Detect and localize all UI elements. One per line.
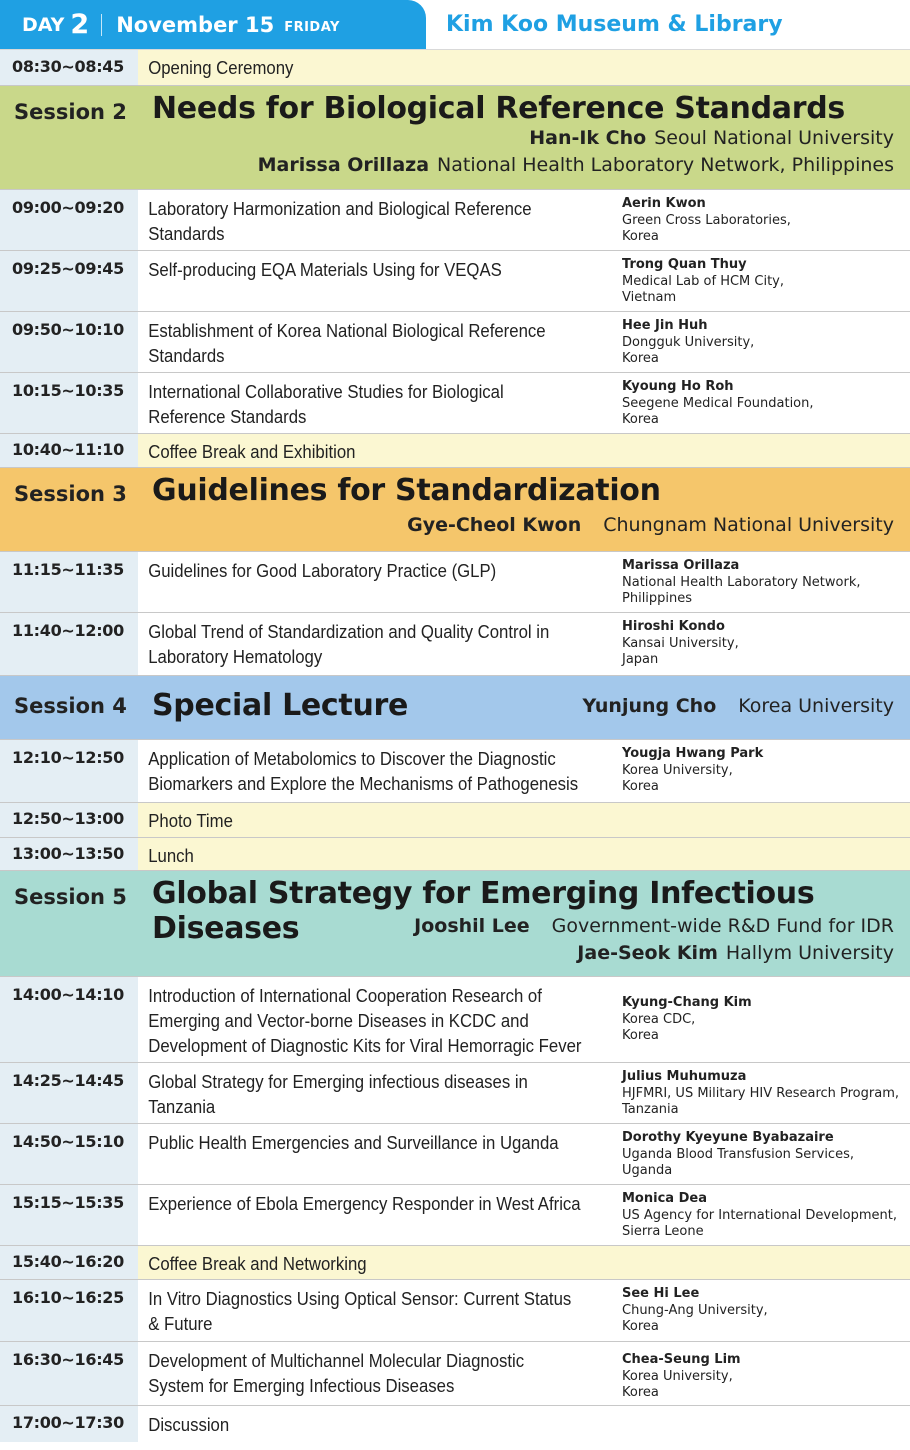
time-slot: 14:25~14:45	[0, 1063, 138, 1123]
speaker	[616, 312, 910, 372]
time-slot: 09:00~09:20	[0, 190, 138, 250]
day-number: 2	[70, 9, 90, 40]
time-slot: 14:50~15:10	[0, 1124, 138, 1184]
speaker	[616, 552, 910, 612]
session-4-header	[0, 676, 910, 740]
schedule-row-break	[0, 838, 910, 871]
time-slot: 15:15~15:35	[0, 1185, 138, 1245]
time-slot: 12:10~12:50	[0, 740, 138, 802]
talk-row	[0, 552, 910, 613]
time-slot: 16:30~16:45	[0, 1342, 138, 1405]
session-chairs	[258, 127, 894, 181]
session-title: Needs for Biological Reference Standards	[152, 91, 845, 126]
speaker	[616, 1280, 910, 1341]
break-title: Lunch	[148, 846, 194, 866]
divider	[101, 14, 102, 36]
speaker	[616, 1063, 910, 1123]
session-title: Guidelines for Standardization	[152, 473, 661, 508]
speaker-affiliation: Green Cross Laboratories, Korea	[622, 212, 791, 244]
schedule-row-break	[0, 1246, 910, 1280]
day-header	[0, 0, 910, 50]
date: November 15	[116, 12, 275, 37]
time-slot: 17:00~17:30	[0, 1406, 138, 1442]
speaker-affiliation: Dongguk University, Korea	[622, 334, 755, 366]
session-chairs	[407, 514, 894, 541]
session-chairs	[414, 915, 894, 969]
talk-row	[0, 251, 910, 312]
speaker-affiliation: HJFMRI, US Military HIV Research Program, Tanzania	[622, 1085, 899, 1117]
talk-title: Global Strategy for Emerging infectious diseases in Tanzania	[148, 1072, 528, 1117]
schedule-row-opening	[0, 50, 910, 86]
time-slot: 09:50~10:10	[0, 312, 138, 372]
speaker-affiliation: Chung-Ang University, Korea	[622, 1302, 768, 1334]
session-title: Special Lecture	[152, 688, 409, 723]
weekday: FRIDAY	[284, 19, 340, 35]
speaker-name: Kyoung Ho Roh	[622, 379, 734, 394]
time-slot: 11:15~11:35	[0, 552, 138, 612]
session-3-header	[0, 468, 910, 552]
talk-row	[0, 613, 910, 676]
speaker-name: Aerin Kwon	[622, 196, 706, 211]
day-tab	[0, 0, 426, 49]
chair: Yunjung Cho Korea University	[582, 695, 894, 717]
schedule-row-discussion	[0, 1406, 910, 1442]
day-label: DAY	[22, 13, 65, 36]
talk-title: Laboratory Harmonization and Biological Reference Standards	[148, 199, 532, 244]
talk-title: Public Health Emergencies and Surveillance in Uganda	[148, 1133, 559, 1153]
speaker	[616, 1342, 910, 1405]
speaker-name: Hee Jin Huh	[622, 318, 708, 333]
session-label: Session 2	[14, 100, 127, 124]
talk-row	[0, 1280, 910, 1342]
speaker	[616, 1185, 910, 1245]
speaker-affiliation: Korea University, Korea	[622, 762, 733, 794]
speaker-affiliation: National Health Laboratory Network, Philippines	[622, 574, 861, 606]
speaker-name: Trong Quan Thuy	[622, 257, 747, 272]
venue: Kim Koo Museum & Library	[446, 12, 783, 37]
talk-title: In Vitro Diagnostics Using Optical Sensor: Current Status & Future	[148, 1289, 572, 1334]
talk-row	[0, 190, 910, 251]
speaker-name: Dorothy Kyeyune Byabazaire	[622, 1130, 834, 1145]
speaker	[616, 613, 910, 675]
break-title: Coffee Break and Networking	[148, 1254, 367, 1274]
speaker-affiliation: Seegene Medical Foundation, Korea	[622, 395, 814, 427]
session-label: Session 5	[14, 885, 127, 909]
session-title: Global Strategy for Emerging Infectious Diseases	[152, 876, 815, 946]
speaker-affiliation: Uganda Blood Transfusion Services, Uganda	[622, 1146, 854, 1178]
talk-row	[0, 373, 910, 434]
time-slot: 11:40~12:00	[0, 613, 138, 675]
talk-title: International Collaborative Studies for Biological Reference Standards	[148, 382, 504, 427]
talk-title: Introduction of International Cooperation Research of Emerging and Vector-borne Diseases in KCDC and Development of Diagnostic Kits for Viral Hemorragic Fever	[148, 986, 582, 1056]
chair: Gye-Cheol Kwon Chungnam National University	[407, 514, 894, 536]
talk-row	[0, 740, 910, 803]
break-title: Coffee Break and Exhibition	[148, 442, 356, 462]
time-slot: 10:15~10:35	[0, 373, 138, 433]
chair: Marissa Orillaza National Health Laboratory Network, Philippines	[257, 154, 894, 176]
speaker-name: Kyung-Chang Kim	[622, 995, 752, 1010]
speaker	[616, 190, 910, 250]
speaker-name: Julius Muhumuza	[622, 1069, 747, 1084]
talk-title: Global Trend of Standardization and Quality Control in Laboratory Hematology	[148, 622, 550, 667]
time-slot: 15:40~16:20	[0, 1246, 138, 1279]
talk-title: Development of Multichannel Molecular Diagnostic System for Emerging Infectious Diseases	[148, 1351, 525, 1396]
time-slot: 14:00~14:10	[0, 977, 138, 1062]
speaker-name: Chea-Seung Lim	[622, 1352, 741, 1367]
speaker	[616, 740, 910, 802]
speaker-name: See Hi Lee	[622, 1286, 700, 1301]
time-slot: 09:25~09:45	[0, 251, 138, 311]
speaker	[616, 373, 910, 433]
session-label: Session 3	[14, 482, 127, 506]
speaker	[616, 1124, 910, 1184]
talk-title: Self-producing EQA Materials Using for VEQAS	[148, 260, 502, 280]
time-slot: 08:30~08:45	[0, 50, 138, 85]
talk-title: Application of Metabolomics to Discover the Diagnostic Biomarkers and Explore the Mechanisms of Pathogenesis	[148, 749, 579, 794]
speaker-affiliation: Korea CDC, Korea	[622, 1011, 696, 1043]
chair: Han-Ik Cho Seoul National University	[529, 127, 894, 149]
time-slot: 10:40~11:10	[0, 434, 138, 467]
speaker-name: Yougja Hwang Park	[622, 746, 764, 761]
speaker-name: Monica Dea	[622, 1191, 707, 1206]
time-slot: 16:10~16:25	[0, 1280, 138, 1341]
talk-row	[0, 312, 910, 373]
time-slot: 13:00~13:50	[0, 838, 138, 870]
speaker-affiliation: US Agency for International Development, Sierra Leone	[622, 1207, 898, 1239]
speaker-name: Marissa Orillaza	[622, 558, 740, 573]
speaker-affiliation: Medical Lab of HCM City, Vietnam	[622, 273, 785, 305]
speaker-affiliation: Kansai University, Japan	[622, 635, 739, 667]
talk-title: Guidelines for Good Laboratory Practice (GLP)	[148, 561, 497, 581]
talk-row	[0, 977, 910, 1063]
talk-row	[0, 1124, 910, 1185]
talk-title: Experience of Ebola Emergency Responder in West Africa	[148, 1194, 581, 1214]
chair: Jae-Seok Kim Hallym University	[577, 942, 894, 964]
speaker-affiliation: Korea University, Korea	[622, 1368, 733, 1400]
talk-title: Establishment of Korea National Biological Reference Standards	[148, 321, 546, 366]
talk-title: Discussion	[148, 1415, 230, 1435]
talk-row	[0, 1063, 910, 1124]
session-label: Session 4	[14, 694, 127, 718]
speaker	[616, 251, 910, 311]
time-slot: 12:50~13:00	[0, 803, 138, 837]
schedule-row-break	[0, 803, 910, 838]
speaker-name: Hiroshi Kondo	[622, 619, 725, 634]
break-title: Photo Time	[148, 811, 233, 831]
break-title: Opening Ceremony	[148, 58, 294, 78]
chair: Jooshil Lee Government-wide R&D Fund for IDR	[414, 915, 894, 937]
speaker	[616, 977, 910, 1062]
session-5-header	[0, 871, 910, 977]
talk-row	[0, 1185, 910, 1246]
session-2-header	[0, 86, 910, 190]
session-chairs	[583, 695, 894, 722]
talk-row	[0, 1342, 910, 1406]
schedule-row-break	[0, 434, 910, 468]
